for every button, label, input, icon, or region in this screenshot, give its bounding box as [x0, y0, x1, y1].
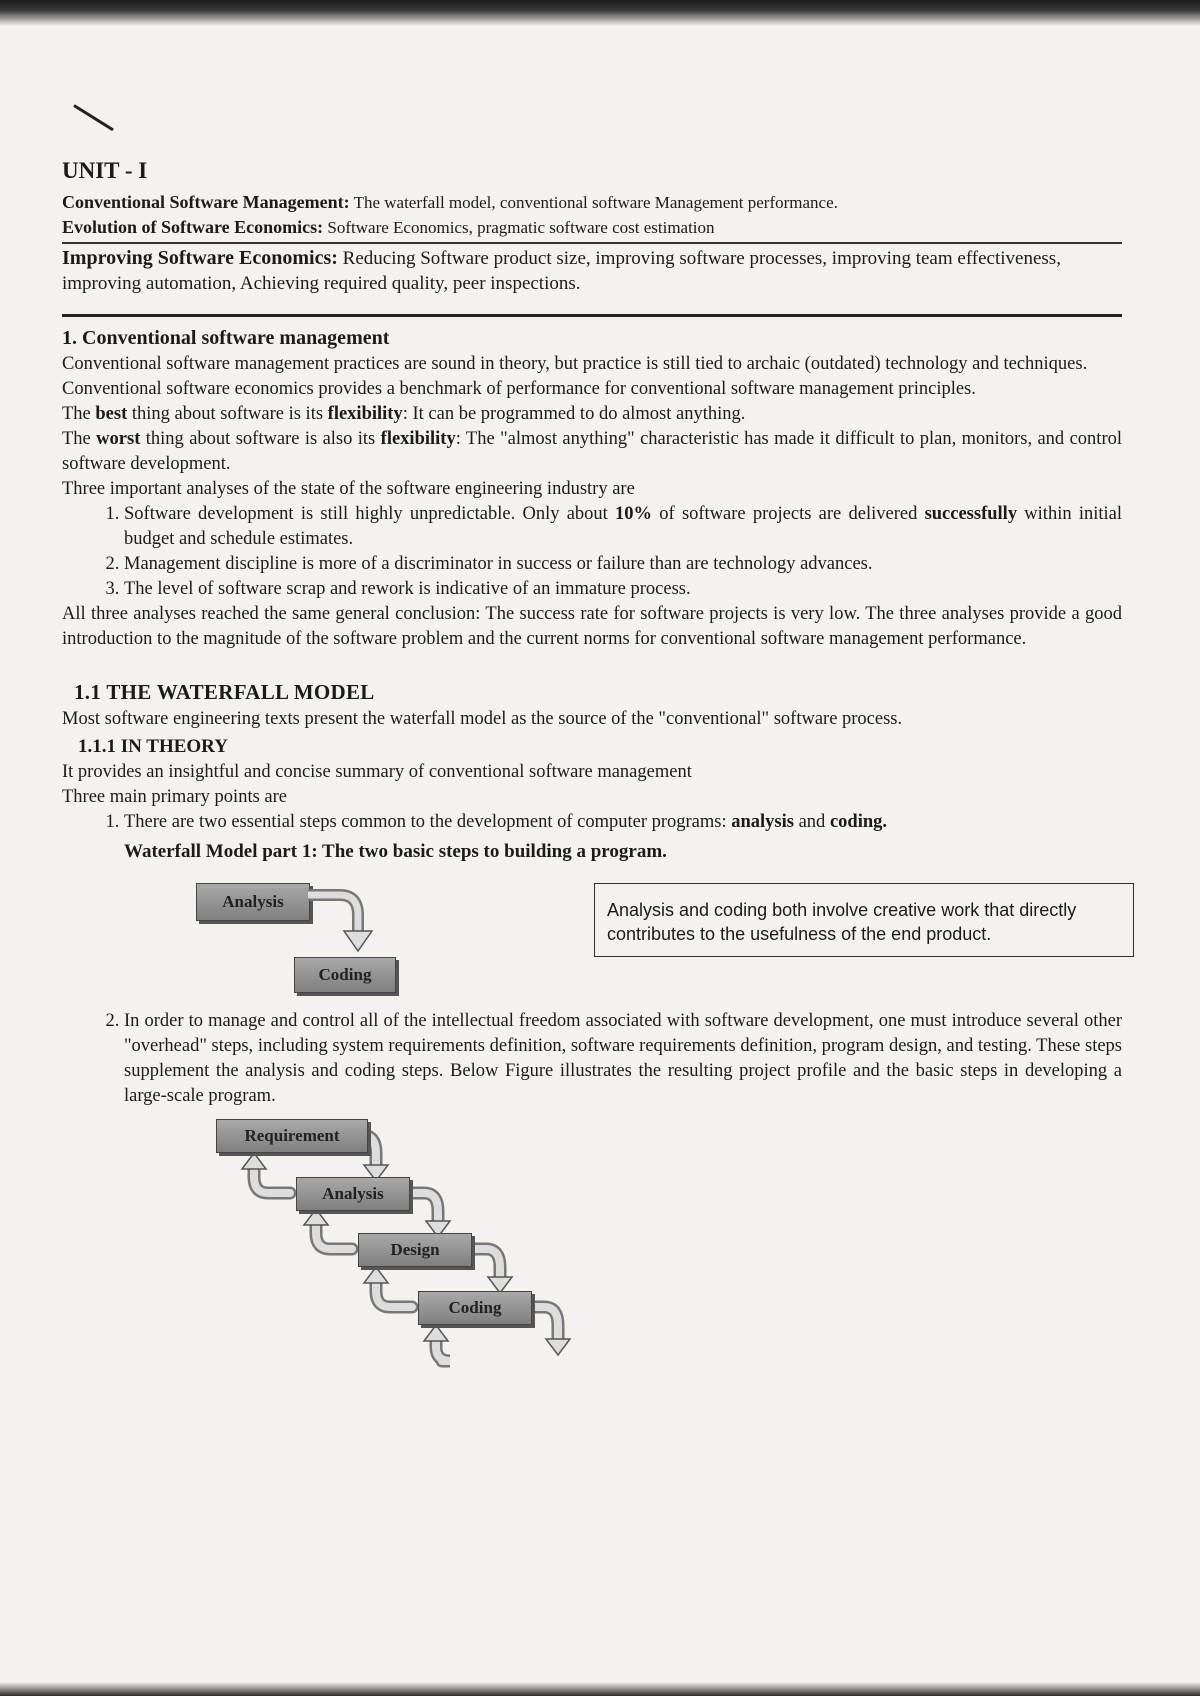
coding-box: Coding	[294, 957, 396, 993]
list-item: 2. Management discipline is more of a discriminator in success or failure than are technology advances.	[124, 552, 1122, 577]
document-page	[62, 158, 1122, 1415]
list-item: 1. Software development is still highly unpredictable. Only about 10% of software projects are delivered successfully within initial budget and schedule estimates.	[124, 502, 1122, 552]
waterfall-figure-2	[62, 1115, 1122, 1415]
page-top-edge	[0, 0, 1200, 26]
paragraph: Three important analyses of the state of the software engineering industry are	[62, 479, 635, 499]
design-box: Design	[358, 1233, 472, 1267]
paragraph: Three main primary points are	[62, 787, 287, 807]
paragraph: Conventional software economics provides a benchmark of performance for conventional software management principles.	[62, 379, 976, 399]
coding-box: Coding	[418, 1291, 532, 1325]
waterfall-figure-1	[62, 875, 1122, 995]
figure-note: Analysis and coding both involve creative work that directly contributes to the usefulness of the end product.	[594, 883, 1134, 957]
figure-caption: Waterfall Model part 1: The two basic steps to building a program.	[124, 841, 667, 862]
unit-title: UNIT - I	[62, 158, 148, 183]
paragraph: All three analyses reached the same general conclusion: The success rate for software projects is very low. The three analyses provide a good introduction to the magnitude of the software problem and the current norms for conventional software management performance.	[62, 604, 1122, 649]
page-bottom-edge	[0, 1682, 1200, 1696]
analysis-box: Analysis	[296, 1177, 410, 1211]
list-item: 1. There are two essential steps common to the development of computer programs: analysis and coding.	[124, 810, 1122, 835]
paragraph: The worst thing about software is also its flexibility: The "almost anything" characteristic has made it difficult to plan, monitors, and control software development.	[62, 429, 1122, 474]
paragraph: Conventional software management practices are sound in theory, but practice is still tied to archaic (outdated) technology and techniques.	[62, 354, 1088, 374]
analysis-box: Analysis	[196, 883, 310, 921]
syllabus-line-2: Evolution of Software Economics: Software Economics, pragmatic software cost estimation	[62, 217, 715, 237]
syllabus-line-1: Conventional Software Management: The waterfall model, conventional software Management performance.	[62, 192, 838, 212]
subsection-heading: 1.1.1 IN THEORY	[78, 736, 228, 757]
paragraph: The best thing about software is its flexibility: It can be programmed to do almost anything.	[62, 404, 746, 424]
points-list	[62, 1009, 1122, 1109]
section-heading: 1. Conventional software management	[62, 327, 390, 349]
pen-mark	[73, 104, 114, 131]
paragraph: It provides an insightful and concise summary of conventional software management	[62, 762, 692, 782]
list-item: 3. The level of software scrap and rework is indicative of an immature process.	[124, 577, 1122, 602]
requirement-box: Requirement	[216, 1119, 368, 1153]
list-item: 2. In order to manage and control all of the intellectual freedom associated with software development, one must introduce several other "overhead" steps, including system requirements definition, software requirements definition, program design, and testing. These steps supplement the analysis and coding steps. Below Figure illustrates the resulting project profile and the basic steps in developing a large-scale program.	[124, 1009, 1122, 1109]
points-list	[62, 810, 1122, 835]
arrow-icon	[306, 889, 386, 959]
syllabus-line-3: Improving Software Economics: Reducing Software product size, improving software processes, improving team effectiveness, improving automation, Achieving required quality, peer inspections.	[62, 247, 1061, 294]
analyses-list	[62, 502, 1122, 602]
section-heading: 1.1 THE WATERFALL MODEL	[74, 680, 375, 704]
paragraph: Most software engineering texts present the waterfall model as the source of the "conventional" software process.	[62, 709, 903, 729]
divider	[62, 314, 1122, 317]
divider	[62, 242, 1122, 244]
